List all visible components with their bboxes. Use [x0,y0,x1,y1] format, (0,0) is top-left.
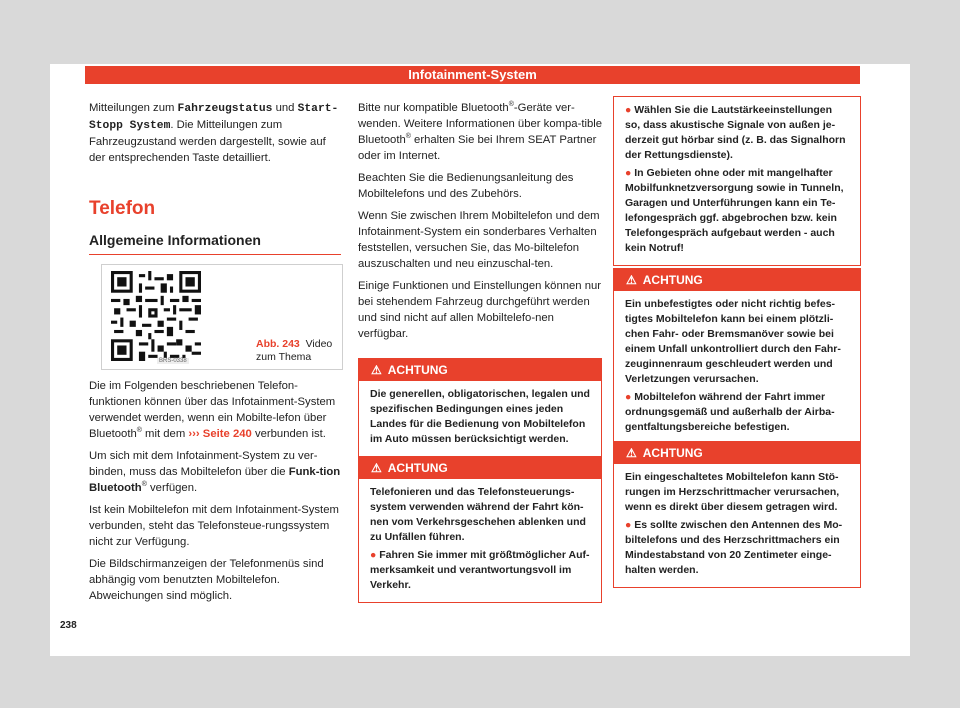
middle-column-body [358,100,603,348]
subtitle-rule [89,254,341,255]
page-link[interactable]: ››› Seite 240 [188,428,252,440]
bullet-icon: ● [625,519,635,531]
warning-triangle-icon: ⚠ [626,273,637,287]
left-column-body [89,378,345,610]
warning-box: ⚠ ACHTUNG Die generellen, obligatorischen, legalen und spezifischen Bedingungen eines jeden Landes für die Bedienung von Mobiltelefon im Auto müssen berücksichtigt werden. [358,358,602,457]
section-title: Telefon [89,198,156,219]
paragraph: Ist kein Mobiltelefon mit dem Infotainment-System verbunden, steht das Telefonsteue-rungssystem nicht zur Verfügung. [89,504,339,548]
warning-header: ⚠ ACHTUNG [359,457,601,479]
bullet-icon: ● [625,391,635,403]
warning-header: ⚠ ACHTUNG [614,442,860,464]
paragraph: Um sich mit dem Infotainment-System zu ver-binden, muss das Mobiltelefon über die Funk-tion Bluetooth® verfügen. [89,450,341,494]
warning-triangle-icon: ⚠ [626,446,637,460]
page-number: 238 [60,620,77,631]
paragraph: Die Bildschirmanzeigen der Telefonmenüs sind abhängig vom benutzten Mobiltelefon. Abweichungen sind möglich. [89,558,324,602]
paragraph: Einige Funktionen und Einstellungen können nur bei stehendem Fahrzeug durchgeführt werden und sind nicht auf allen Mobiltelefo-nen verfügbar. [358,280,602,340]
paragraph: Beachten Sie die Bedienungsanleitung des Mobiltelefons und des Zubehörs. [358,172,574,200]
figure-caption: Abb. 243 Video zum Thema [256,338,333,363]
warning-box-continued: ● Wählen Sie die Lautstärkeeinstellungen so, dass akustische Signale von außen je-derzeit gut hörbar sind (z. B. das Signalhorn der Rettungsdienste). ● In Gebieten ohne oder mit mangelhafter Mobilfunknetzversorgung sowie in Tunneln, Garagen und Unterführungen kann ein Te-lefongespräch ggf. abgebrochen bzw. kein Telefongespräch aufgebaut werden - auch kein Notruf! [613,96,861,266]
figure-code: BRS-0338 [159,358,187,364]
running-header: Infotainment-System [85,66,860,84]
warning-header: ⚠ ACHTUNG [614,269,860,291]
intro-paragraph: Mitteilungen zum Fahrzeugstatus und Start-Stopp System. Die Mitteilungen zum Fahrzeugzustand werden dargestellt, sowie auf der entsprechenden Taste detailliert. [89,102,339,164]
code-start-stopp: Start-Stopp System [89,103,339,132]
warning-box: ⚠ ACHTUNG Ein eingeschaltetes Mobiltelefon kann Stö-rungen im Herzschrittmacher verursachen, wenn es direkt über diesem getragen wird. ● Es sollte zwischen den Antennen des Mo-biltelefons und des Herzschrittmachers ein Mindestabstand von 20 Zentimeter einge-halten werden. [613,441,861,588]
qr-code-icon[interactable] [111,271,201,361]
code-fahrzeugstatus: Fahrzeugstatus [177,103,273,115]
warning-header: ⚠ ACHTUNG [359,359,601,381]
warning-triangle-icon: ⚠ [371,461,382,475]
paragraph: Wenn Sie zwischen Ihrem Mobiltelefon und dem Infotainment-System ein sonderbares Verhalten feststellen, versuchen Sie, das Mo-biltelefon auszuschalten und neu einzuschal-ten. [358,210,600,270]
warning-triangle-icon: ⚠ [371,363,382,377]
bullet-icon: ● [625,104,635,116]
paragraph: Die im Folgenden beschriebenen Telefon-funktionen können über das Infotainment-System verwendet werden, wenn ein Mobilte-lefon über Bluetooth® mit dem ››› Seite 240 verbunden ist. [89,380,336,440]
bullet-icon: ● [625,167,635,179]
section-subtitle: Allgemeine Informationen [89,232,261,248]
warning-box: ⚠ ACHTUNG Ein unbefestigtes oder nicht richtig befes-tigtes Mobiltelefon kann bei einem plötzli-chen Fahr- oder Bremsmanöver sowie bei einem Unfall unkontrolliert durch den Fahr-zeuginnenraum geschleudert werden und Verletzungen verursachen. ● Mobiltelefon während der Fahrt immer ordnungsgemäß und außerhalb der Airba-gentfaltungsbereiche befestigen. [613,268,861,445]
paragraph: Bitte nur kompatible Bluetooth®-Geräte ver-wenden. Weitere Informationen über kompa-tible Bluetooth® erhalten Sie bei Ihrem SEAT Partner oder im Internet. [358,101,603,162]
bullet-icon: ● [370,549,380,561]
warning-box: ⚠ ACHTUNG Telefonieren und das Telefonsteuerungs-system verwenden während der Fahrt kön-nen vom Verkehrsgeschehen ablenken und zu Unfällen führen. ● Fahren Sie immer mit größtmöglicher Auf-merksamkeit und verantwortungsvoll im Verkehr. [358,456,602,603]
